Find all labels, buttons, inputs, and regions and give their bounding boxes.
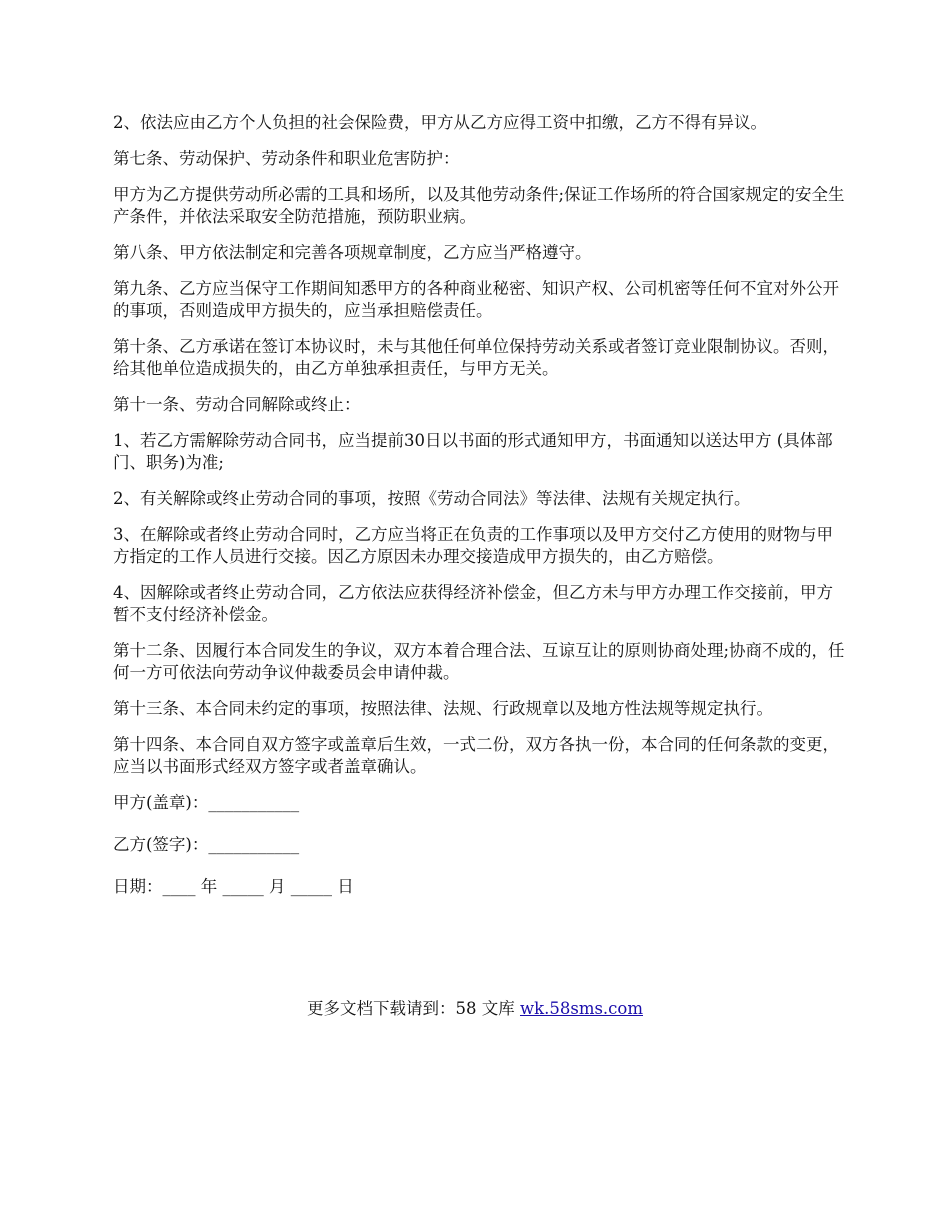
party-b-signature-line: 乙方(签字)：___________ bbox=[113, 835, 300, 854]
document-body bbox=[113, 112, 848, 918]
article-8: 第八条、甲方依法制定和完善各项规章制度，乙方应当严格遵守。 bbox=[113, 243, 592, 262]
party-a-signature-line: 甲方(盖章)：___________ bbox=[113, 793, 300, 812]
paragraph-handover: 3、在解除或者终止劳动合同时，乙方应当将正在负责的工作事项以及甲方交付乙方使用的财物与甲方指定的工作人员进行交接。因乙方原因未办理交接造成甲方损失的，由乙方赔偿。 bbox=[113, 525, 833, 566]
paragraph-social-insurance: 2、依法应由乙方个人负担的社会保险费，甲方从乙方应得工资中扣缴，乙方不得有异议。 bbox=[113, 113, 767, 132]
article-11-heading: 第十一条、劳动合同解除或终止： bbox=[113, 395, 361, 414]
article-13: 第十三条、本合同未约定的事项，按照法律、法规、行政规章以及地方性法规等规定执行。 bbox=[113, 699, 773, 718]
paragraph-termination-law: 2、有关解除或终止劳动合同的事项，按照《劳动合同法》等法律、法规有关规定执行。 bbox=[113, 489, 751, 508]
article-12: 第十二条、因履行本合同发生的争议，双方本着合理合法、互谅互让的原则协商处理;协商不成的，任何一方可依法向劳动争议仲裁委员会申请仲裁。 bbox=[113, 641, 845, 682]
date-line: 日期：____ 年 _____ 月 _____ 日 bbox=[113, 877, 354, 896]
article-9: 第九条、乙方应当保守工作期间知悉甲方的各种商业秘密、知识产权、公司机密等任何不宜对外公开的事项，否则造成甲方损失的，应当承担赔偿责任。 bbox=[113, 279, 839, 320]
paragraph-compensation: 4、因解除或者终止劳动合同，乙方依法应获得经济补偿金，但乙方未与甲方办理工作交接前，甲方暂不支付经济补偿金。 bbox=[113, 583, 833, 624]
footer-text: 更多文档下载请到：58 文库 bbox=[306, 999, 520, 1018]
footer-link[interactable]: wk.58sms.com bbox=[519, 999, 643, 1018]
footer bbox=[0, 998, 950, 1020]
article-10: 第十条、乙方承诺在签订本协议时，未与其他任何单位保持劳动关系或者签订竞业限制协议。否则，给其他单位造成损失的，由乙方单独承担责任，与甲方无关。 bbox=[113, 337, 839, 378]
paragraph-termination-notice: 1、若乙方需解除劳动合同书，应当提前30日以书面的形式通知甲方，书面通知以送达甲方 (具体部门、职务)为准; bbox=[113, 431, 833, 472]
article-7-heading: 第七条、劳动保护、劳动条件和职业危害防护： bbox=[113, 149, 460, 168]
paragraph-labor-conditions: 甲方为乙方提供劳动所必需的工具和场所，以及其他劳动条件;保证工作场所的符合国家规定的安全生产条件，并依法采取安全防范措施，预防职业病。 bbox=[113, 185, 845, 226]
article-14: 第十四条、本合同自双方签字或盖章后生效，一式二份，双方各执一份，本合同的任何条款的变更，应当以书面形式经双方签字或者盖章确认。 bbox=[113, 735, 839, 776]
